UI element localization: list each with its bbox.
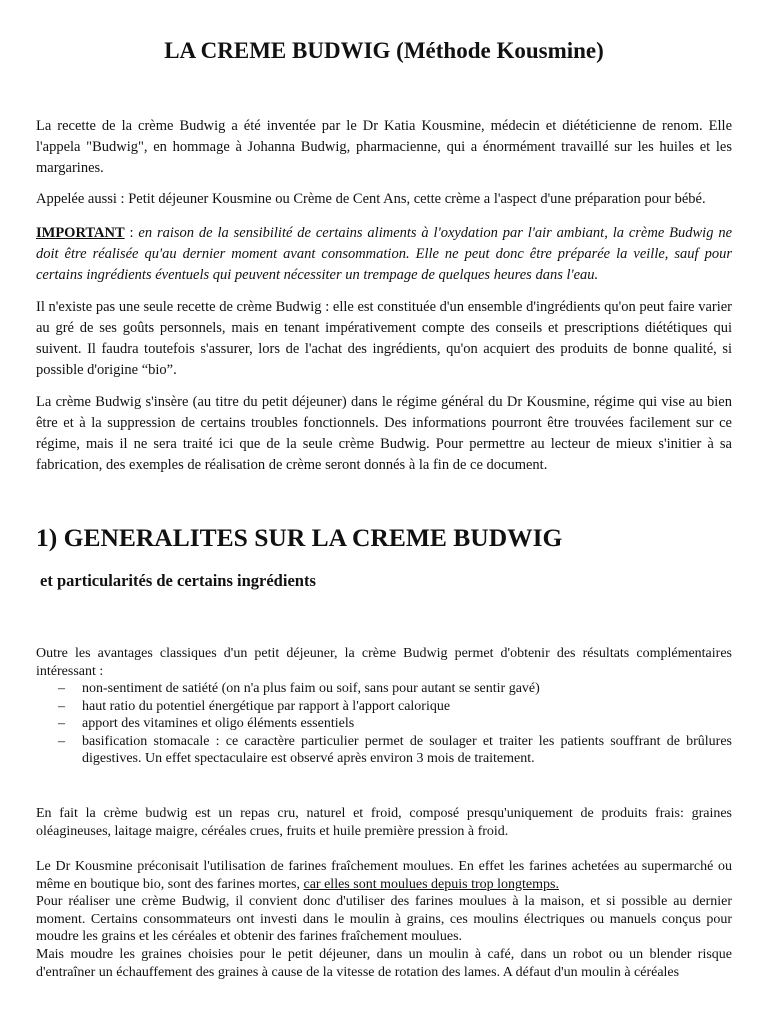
flour-paragraph xyxy=(36,858,732,981)
flour-text-underlined: car elles sont moulues depuis trop longtemps. xyxy=(303,876,559,892)
benefits-list xyxy=(36,680,732,768)
section-subheading: et particularités de certains ingrédients xyxy=(40,571,316,590)
flour-text-c: Mais moudre les graines choisies pour le petit déjeuner, dans un moulin à café, dans un robot ou un blender risque d'entraîner un échauffement des graines à cause de la vitesse de rotation des lames. A défaut d'un moulin à céréales xyxy=(36,946,732,980)
intro-paragraph-recipe: Il n'existe pas une seule recette de crème Budwig : elle est constituée d'un ensemble d'ingrédients qu'on peut faire varier au gré de ses goûts personnels, mais en tenant impérativement compte des conseils et prescriptions diététiques qui suivent. Il faudra toutefois s'assurer, lors de l'achat des ingrédients, qu'on acquiert des produits de bonne qualité, si possible d'origine “bio”. xyxy=(36,299,732,378)
list-item-text: basification stomacale : ce caractère particulier permet de soulager et traiter les patients souffrant de brûlures digestives. Un effet spectaculaire est observé après environ 3 mois de traitement. xyxy=(82,733,732,767)
list-item xyxy=(36,680,732,698)
bullet-dash: – xyxy=(58,681,65,696)
bullet-dash: – xyxy=(58,698,65,714)
intro-paragraph-regime: La crème Budwig s'insère (au titre du petit déjeuner) dans le régime général du Dr Kousmine, régime qui vise au bien être et à la suppression de certains troubles fonctionnels. Des informations pourront être trouvées facilement sur ce régime, mais il ne sera traité ici que de la seule crème Budwig. Pour permettre au lecteur de mieux s'initier à sa fabrication, des exemples de réalisation de crème seront donnés à la fin de ce document. xyxy=(36,394,732,473)
flour-text-a: Le Dr Kousmine préconisait l'utilisation de farines fraîchement moulues. En effet les farines achetées au supermarché ou même en boutique bio, sont des farines mortes, xyxy=(36,859,732,892)
intro-paragraph-aliases: Appelée aussi : Petit déjeuner Kousmine ou Crème de Cent Ans, cette crème a l'aspect d'une préparation pour bébé. xyxy=(36,191,706,207)
list-item xyxy=(36,715,732,733)
raw-meal-paragraph: En fait la crème budwig est un repas cru, naturel et froid, composé presqu'uniquement de produits frais: graines oléagineuses, laitage maigre, céréales crues, fruits et huile première pression à froid. xyxy=(36,806,732,839)
document-title: LA CREME BUDWIG (Méthode Kousmine) xyxy=(164,38,604,63)
important-paragraph xyxy=(36,223,732,286)
intro-paragraph-origin: La recette de la crème Budwig a été inventée par le Dr Katia Kousmine, médecin et diététicienne de renom. Elle l'appela "Budwig", en hommage à Johanna Budwig, pharmacienne, qui a énormément travaillé sur les huiles et les margarines. xyxy=(36,118,732,176)
important-label: IMPORTANT xyxy=(36,225,125,241)
list-item xyxy=(36,698,732,716)
list-item xyxy=(36,733,732,768)
important-text: en raison de la sensibilité de certains aliments à l'oxydation par l'air ambiant, la crème Budwig ne doit être réalisée qu'au dernier moment avant consommation. Elle ne peut donc être préparée la veille, sauf pour certains ingrédients éventuels qui peuvent nécessiter un trempage de quelques heures dans l'eau. xyxy=(36,225,733,283)
flour-text-b: Pour réaliser une crème Budwig, il convient donc d'utiliser des farines moulues à la maison, et si possible au dernier moment. Certains consommateurs ont investi dans le moulin à grains, ces moulins électriques ou manuels conçus pour moudre les grains et les céréales et obtenir des farines fraîchement moulues. xyxy=(36,894,732,945)
bullet-dash: – xyxy=(58,716,65,732)
section-heading: 1) GENERALITES SUR LA CREME BUDWIG xyxy=(36,523,563,552)
bullet-dash: – xyxy=(58,733,65,749)
section-lead-paragraph: Outre les avantages classiques d'un petit déjeuner, la crème Budwig permet d'obtenir des résultats complémentaires intéressant : xyxy=(36,646,732,679)
list-item-text: apport des vitamines et oligo éléments essentiels xyxy=(82,716,355,732)
list-item-text: non-sentiment de satiété (on n'a plus faim ou soif, sans pour autant se sentir gavé) xyxy=(82,681,540,696)
important-separator: : xyxy=(124,225,139,241)
list-item-text: haut ratio du potentiel énergétique par rapport à l'apport calorique xyxy=(82,698,451,714)
